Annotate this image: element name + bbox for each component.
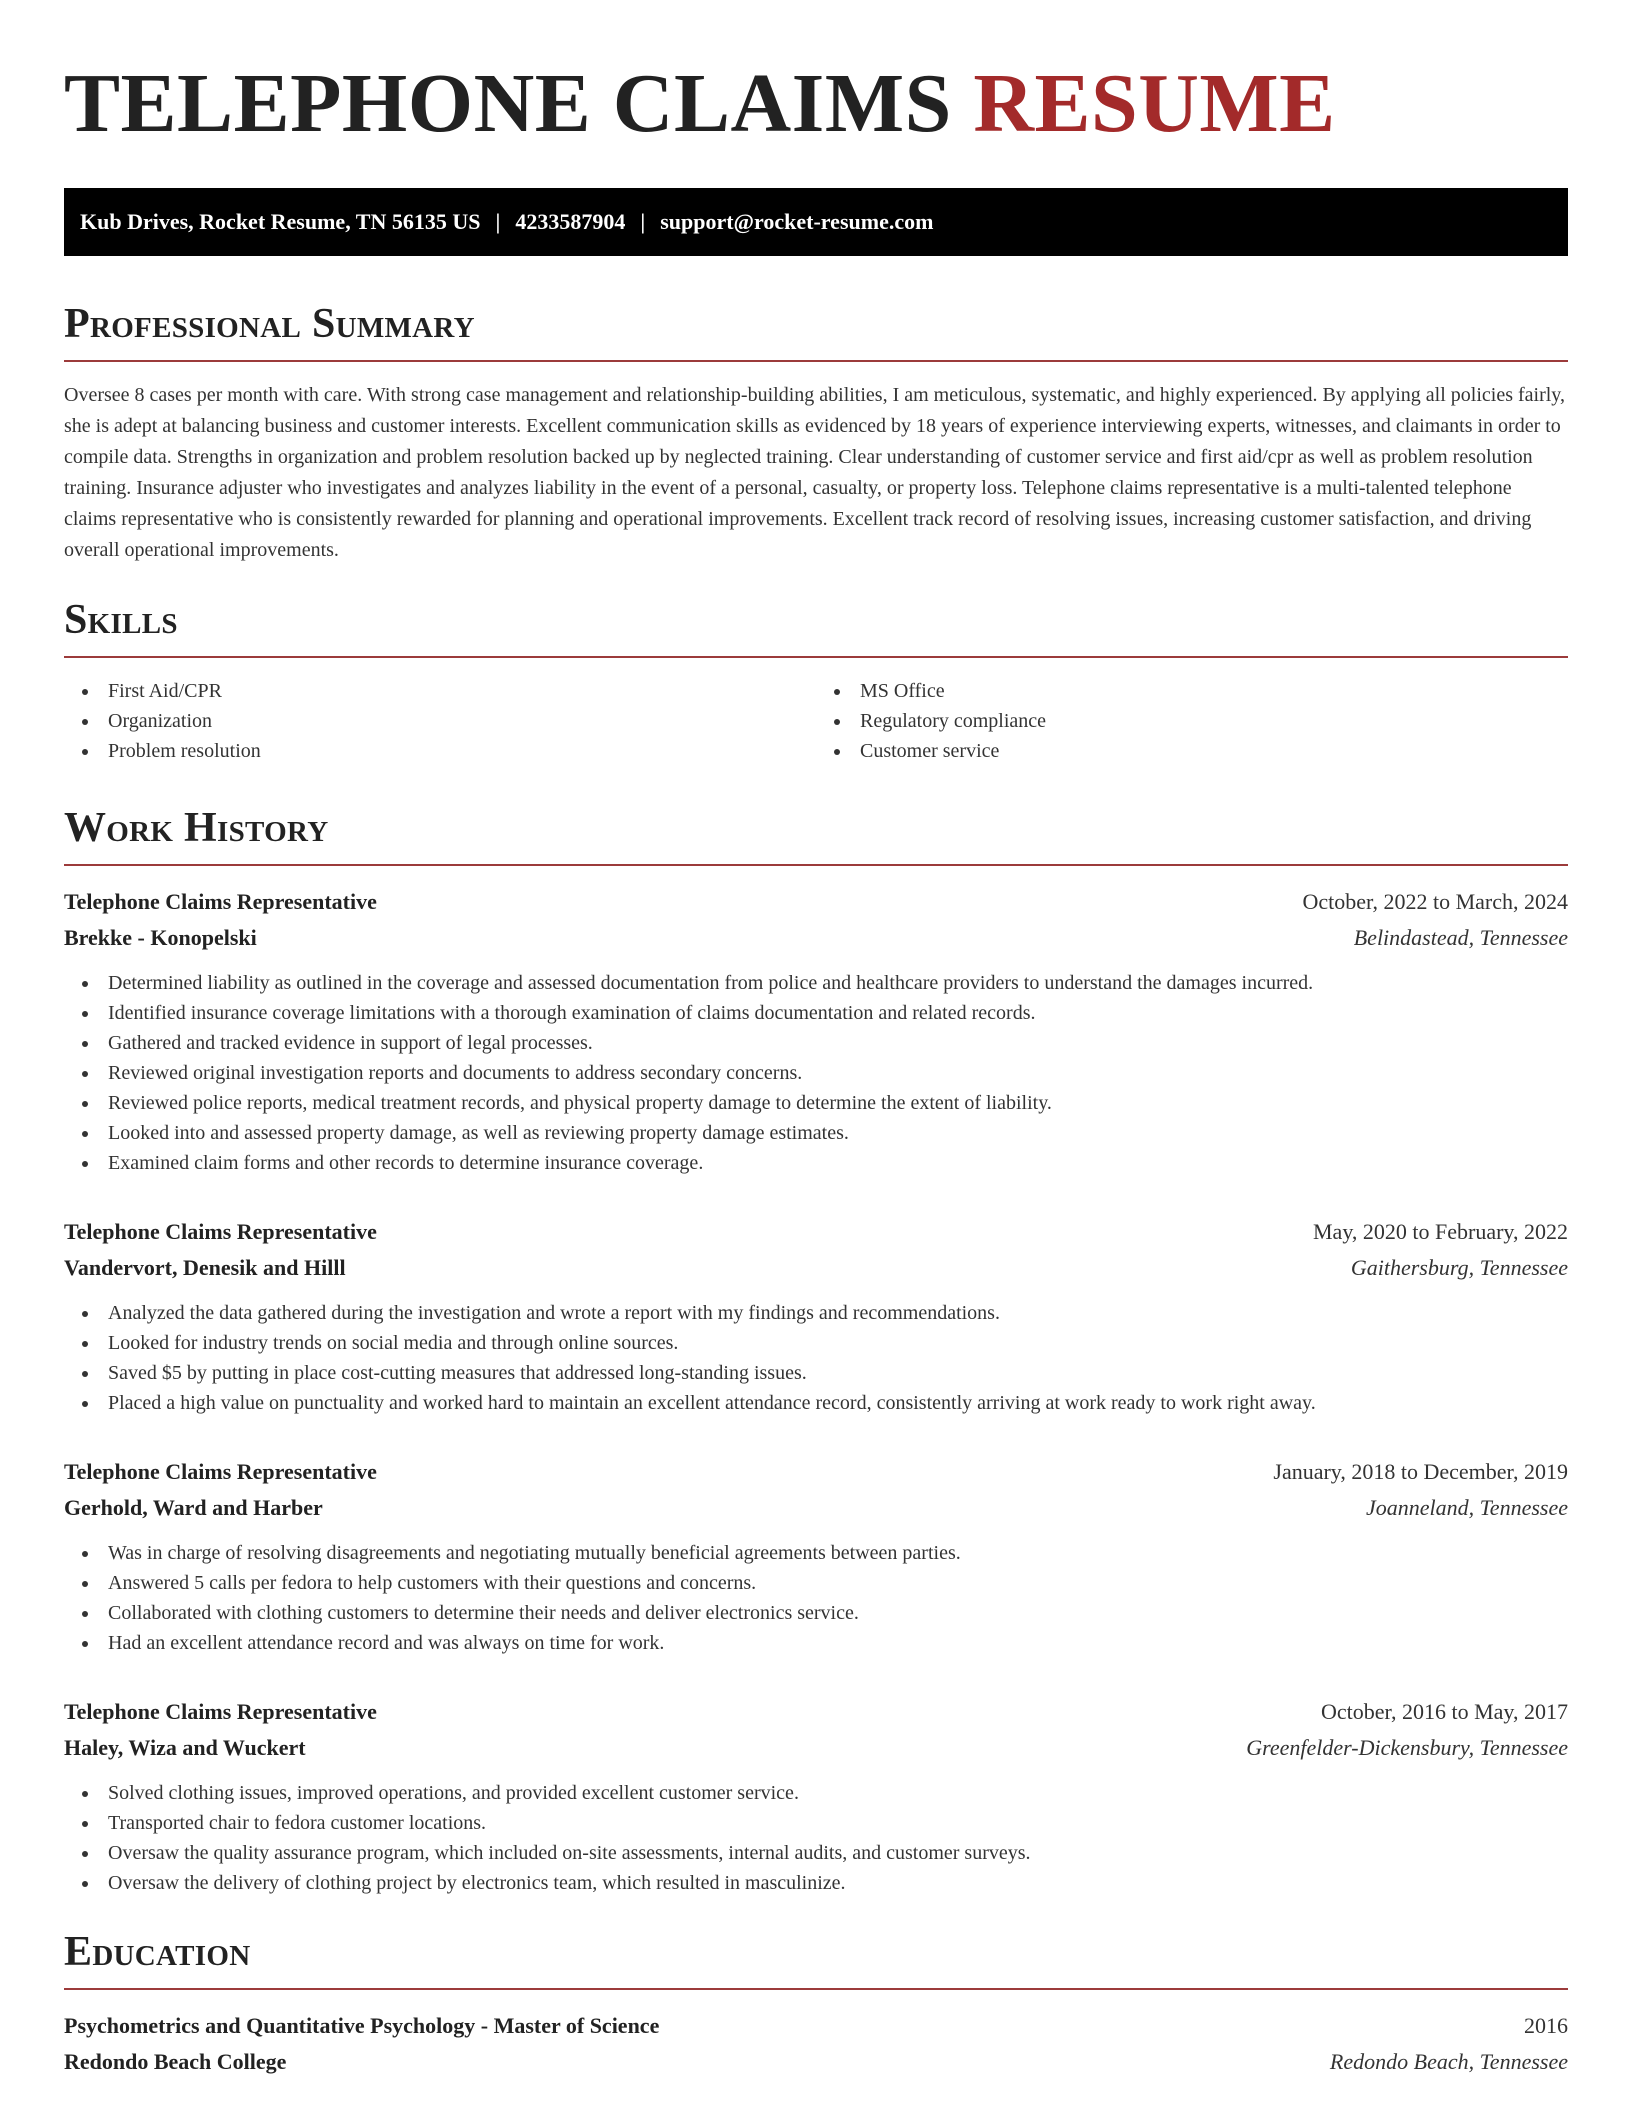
job-company: Vandervort, Denesik and Hilll bbox=[64, 1255, 346, 1280]
skill-item: Customer service bbox=[816, 736, 1568, 766]
section-divider bbox=[64, 360, 1568, 362]
job-bullet: Placed a high value on punctuality and worked hard to maintain an excellent attendance record, consistently arriving at work ready to work right away. bbox=[64, 1388, 1568, 1418]
job-company-row bbox=[64, 920, 1568, 956]
job-bullet: Had an excellent attendance record and was always on time for work. bbox=[64, 1628, 1568, 1658]
job-dates: January, 2018 to December, 2019 bbox=[1273, 1459, 1568, 1484]
section-heading: Education bbox=[64, 1929, 251, 1975]
job-header-row bbox=[64, 1694, 1568, 1730]
skills-grid bbox=[64, 676, 1568, 766]
skill-item: First Aid/CPR bbox=[64, 676, 816, 706]
section-divider bbox=[64, 656, 1568, 658]
job-header-row bbox=[64, 1214, 1568, 1250]
job-dates: May, 2020 to February, 2022 bbox=[1313, 1219, 1568, 1244]
title-accent: RESUME bbox=[973, 57, 1336, 150]
section-divider bbox=[64, 864, 1568, 866]
job-entry bbox=[64, 1454, 1568, 1658]
job-bullet: Solved clothing issues, improved operations, and provided excellent customer service. bbox=[64, 1778, 1568, 1808]
job-entry bbox=[64, 884, 1568, 1178]
education-school-row bbox=[64, 2044, 1568, 2080]
job-entry bbox=[64, 1214, 1568, 1418]
contact-address: Kub Drives, Rocket Resume, TN 56135 US bbox=[80, 209, 481, 234]
skills-column-left bbox=[64, 676, 816, 766]
job-bullet: Collaborated with clothing customers to determine their needs and deliver electronics service. bbox=[64, 1598, 1568, 1628]
job-bullet: Reviewed original investigation reports and documents to address secondary concerns. bbox=[64, 1058, 1568, 1088]
education-degree-row bbox=[64, 2008, 1568, 2044]
education-degree: Psychometrics and Quantitative Psychology - Master of Science bbox=[64, 2013, 660, 2038]
skill-item: Organization bbox=[64, 706, 816, 736]
job-bullet: Identified insurance coverage limitations with a thorough examination of claims documentation and related records. bbox=[64, 998, 1568, 1028]
education-school: Redondo Beach College bbox=[64, 2049, 287, 2074]
job-header-row bbox=[64, 1454, 1568, 1490]
job-bullet: Examined claim forms and other records to determine insurance coverage. bbox=[64, 1148, 1568, 1178]
job-bullet: Analyzed the data gathered during the investigation and wrote a report with my findings and recommendations. bbox=[64, 1298, 1568, 1328]
contact-email[interactable]: support@rocket-resume.com bbox=[660, 209, 934, 234]
summary-text: Oversee 8 cases per month with care. With strong case management and relationship-building abilities, I am meticulous, systematic, and highly experienced. By applying all policies fairly, she is adept at balancing business and customer interests. Excellent communication skills as evidenced by 18 years of experience interviewing experts, witnesses, and claimants in order to compile data. Strengths in organization and problem resolution backed up by neglected training. Clear understanding of customer service and first aid/cpr as well as problem resolution training. Insurance adjuster who investigates and analyzes liability in the event of a personal, casualty, or property loss. Telephone claims representative is a multi-talented telephone claims representative who is consistently rewarded for planning and operational improvements. Excellent track record of resolving issues, increasing customer satisfaction, and driving overall operational improvements. bbox=[64, 384, 1565, 561]
job-bullet: Answered 5 calls per fedora to help customers with their questions and concerns. bbox=[64, 1568, 1568, 1598]
job-company: Brekke - Konopelski bbox=[64, 925, 257, 950]
job-bullet: Reviewed police reports, medical treatment records, and physical property damage to determine the extent of liability. bbox=[64, 1088, 1568, 1118]
job-company-row bbox=[64, 1730, 1568, 1766]
job-location: Joanneland, Tennessee bbox=[1365, 1495, 1568, 1520]
skill-item: Problem resolution bbox=[64, 736, 816, 766]
job-company-row bbox=[64, 1490, 1568, 1526]
job-header-row bbox=[64, 884, 1568, 920]
job-location: Belindastead, Tennessee bbox=[1353, 925, 1568, 950]
job-dates: October, 2016 to May, 2017 bbox=[1321, 1699, 1568, 1724]
contact-phone[interactable]: 4233587904 bbox=[515, 209, 626, 234]
education-location: Redondo Beach, Tennessee bbox=[1329, 2049, 1568, 2074]
job-bullets bbox=[64, 1778, 1568, 1898]
job-bullet: Transported chair to fedora customer locations. bbox=[64, 1808, 1568, 1838]
work-history-section bbox=[64, 804, 1568, 1898]
job-location: Greenfelder-Dickensbury, Tennessee bbox=[1246, 1735, 1568, 1760]
job-title: Telephone Claims Representative bbox=[64, 1699, 377, 1724]
skill-item: MS Office bbox=[816, 676, 1568, 706]
education-year: 2016 bbox=[1524, 2013, 1568, 2038]
job-bullets bbox=[64, 968, 1568, 1178]
job-bullet: Was in charge of resolving disagreements and negotiating mutually beneficial agreements between parties. bbox=[64, 1538, 1568, 1568]
contact-separator: | bbox=[640, 209, 646, 234]
education-entry bbox=[64, 2008, 1568, 2080]
section-heading: Professional Summary bbox=[64, 301, 475, 347]
job-company-row bbox=[64, 1250, 1568, 1286]
job-dates: October, 2022 to March, 2024 bbox=[1302, 889, 1568, 914]
job-title: Telephone Claims Representative bbox=[64, 1219, 377, 1244]
job-bullet: Looked into and assessed property damage, as well as reviewing property damage estimates. bbox=[64, 1118, 1568, 1148]
job-bullet: Saved $5 by putting in place cost-cutting measures that addressed long-standing issues. bbox=[64, 1358, 1568, 1388]
section-divider bbox=[64, 1988, 1568, 1990]
job-entry bbox=[64, 1694, 1568, 1898]
skills-section bbox=[64, 596, 1568, 766]
job-location: Gaithersburg, Tennessee bbox=[1350, 1255, 1568, 1280]
job-bullet: Oversaw the quality assurance program, which included on-site assessments, internal audits, and customer surveys. bbox=[64, 1838, 1568, 1868]
resume-title bbox=[64, 56, 1568, 152]
job-title: Telephone Claims Representative bbox=[64, 1459, 377, 1484]
job-bullet: Oversaw the delivery of clothing project by electronics team, which resulted in masculinize. bbox=[64, 1868, 1568, 1898]
job-bullet: Gathered and tracked evidence in support of legal processes. bbox=[64, 1028, 1568, 1058]
education-section bbox=[64, 1928, 1568, 2080]
job-bullet: Looked for industry trends on social media and through online sources. bbox=[64, 1328, 1568, 1358]
job-title: Telephone Claims Representative bbox=[64, 889, 377, 914]
job-company: Gerhold, Ward and Harber bbox=[64, 1495, 323, 1520]
job-company: Haley, Wiza and Wuckert bbox=[64, 1735, 306, 1760]
contact-separator: | bbox=[495, 209, 501, 234]
skill-item: Regulatory compliance bbox=[816, 706, 1568, 736]
professional-summary-section bbox=[64, 300, 1568, 566]
section-heading: Work History bbox=[64, 805, 329, 851]
job-bullets bbox=[64, 1538, 1568, 1658]
job-bullets bbox=[64, 1298, 1568, 1418]
title-main: TELEPHONE CLAIMS bbox=[64, 57, 952, 150]
section-heading: Skills bbox=[64, 597, 178, 643]
skills-column-right bbox=[816, 676, 1568, 766]
contact-bar bbox=[64, 188, 1568, 256]
job-bullet: Determined liability as outlined in the coverage and assessed documentation from police and healthcare providers to understand the damages incurred. bbox=[64, 968, 1568, 998]
